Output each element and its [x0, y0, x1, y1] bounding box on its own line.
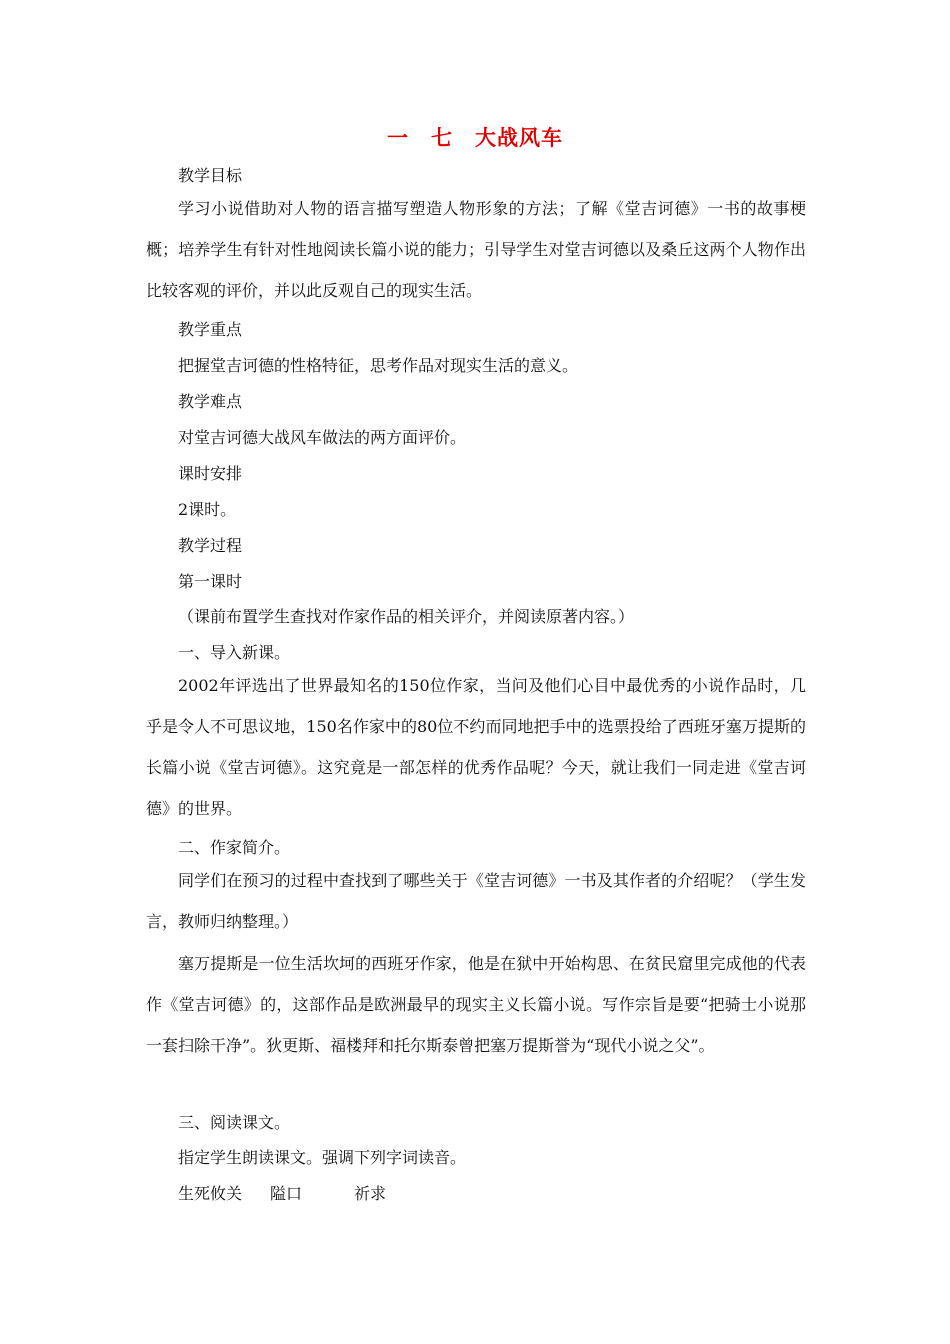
key-paragraph: 把握堂吉诃德的性格特征，思考作品对现实生活的意义。	[178, 356, 579, 375]
key-heading: 教学重点	[178, 320, 243, 339]
goals-heading: 教学目标	[178, 166, 243, 185]
process-heading: 教学过程	[178, 536, 243, 555]
step2-heading: 二、作家简介。	[178, 838, 291, 857]
vocab-word: 隘口	[270, 1184, 303, 1203]
step3-heading: 三、阅读课文。	[178, 1113, 291, 1132]
vocab-word: 祈求	[354, 1184, 387, 1203]
step2-question: 同学们在预习的过程中查找到了哪些关于《堂吉诃德》一书及其作者的介绍呢？（学生发言，教师归纳整理。）	[146, 871, 806, 931]
step3-paragraph: 指定学生朗读课文。强调下列字词读音。	[178, 1148, 467, 1167]
difficulty-heading: 教学难点	[178, 392, 243, 411]
step1-paragraph: 2002年评选出了世界最知名的150位作家，当问及他们心目中最优秀的小说作品时，几乎是令人不可思议地，150名作家中的80位不约而同地把手中的选票投给了西班牙塞万提斯的长篇小说《堂吉诃德》。这究竟是一部怎样的优秀作品呢？今天，就让我们一同走进《堂吉诃德》的世界。	[146, 676, 806, 818]
schedule-heading: 课时安排	[178, 464, 243, 483]
step1-heading: 一、导入新课。	[178, 643, 291, 662]
goals-paragraph: 学习小说借助对人物的语言描写塑造人物形象的方法；了解《堂吉诃德》一书的故事梗概；培养学生有针对性地阅读长篇小说的能力；引导学生对堂吉诃德以及桑丘这两个人物作出比较客观的评价，并以此反观自己的现实生活。	[146, 199, 806, 300]
vocab-word: 生死攸关	[178, 1184, 243, 1203]
schedule-paragraph: 2课时。	[178, 500, 237, 519]
difficulty-paragraph: 对堂吉诃德大战风车做法的两方面评价。	[178, 428, 467, 447]
step2-bio: 塞万提斯是一位生活坎坷的西班牙作家，他是在狱中开始构思、在贫民窟里完成他的代表作《堂吉诃德》的，这部作品是欧洲最早的现实主义长篇小说。写作宗旨是要“把骑士小说那一套扫除干净”。狄更斯、福楼拜和托尔斯泰曾把塞万提斯誉为“现代小说之父”。	[146, 954, 806, 1055]
vocab-list	[178, 1181, 386, 1204]
page-title: 一 七 大战风车	[387, 125, 563, 150]
lesson1-heading: 第一课时	[178, 572, 243, 591]
prep-note: （课前布置学生查找对作家作品的相关评介，并阅读原著内容。）	[178, 607, 635, 626]
